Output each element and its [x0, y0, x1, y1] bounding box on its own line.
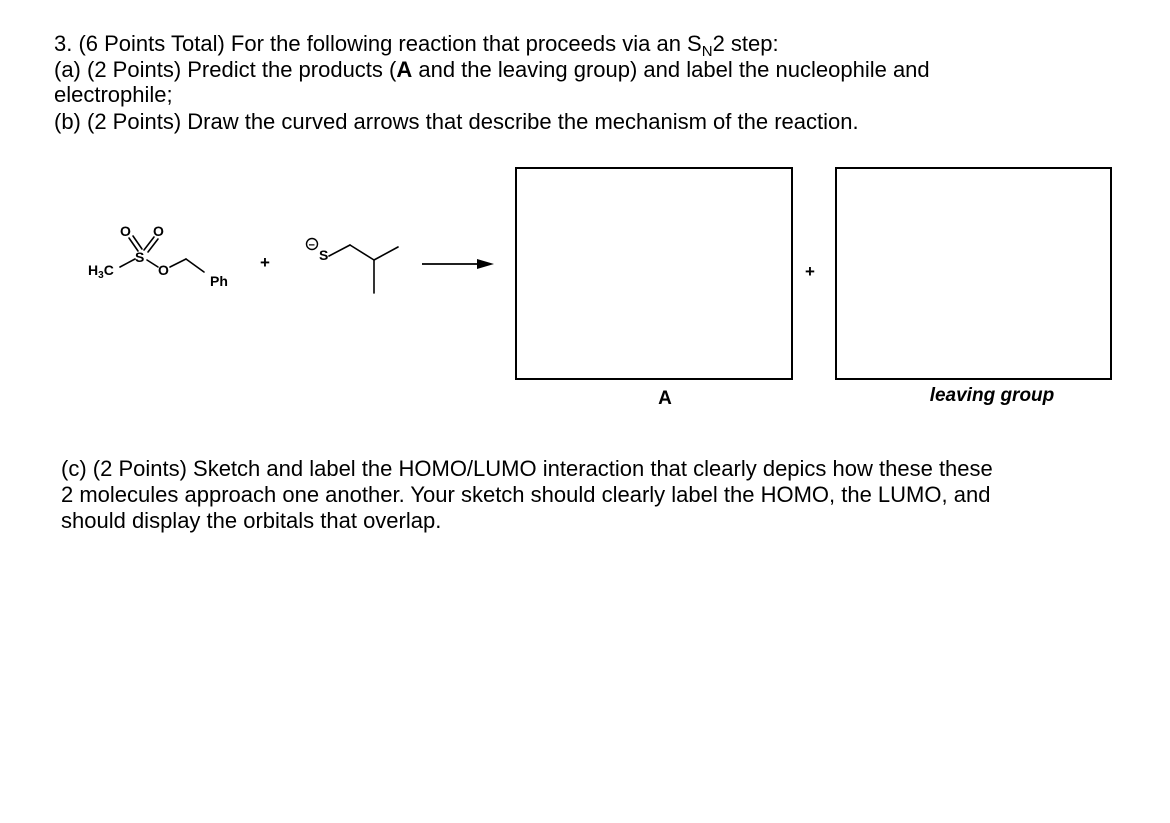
phenyl-label: Ph: [210, 273, 228, 289]
question-line-1-end: 2 step:: [712, 31, 779, 56]
part-c-line-1: (c) (2 Points) Sketch and label the HOMO/LUMO interaction that clearly depics how these these: [61, 456, 993, 481]
reaction-arrow-head: [477, 259, 494, 269]
sn2-subscript: N: [701, 43, 713, 60]
oxygen-bridge-label: O: [158, 262, 169, 278]
question-line-3: electrophile;: [54, 82, 173, 107]
bond-ch2-ph: [186, 259, 204, 272]
oxygen-top-left-label: O: [120, 223, 131, 239]
leaving-group-label: leaving group: [929, 385, 1055, 406]
part-c-line-2: 2 molecules approach one another. Your sketch should clearly label the HOMO, the LUMO, and: [61, 482, 991, 507]
negative-charge-symbol: −: [308, 239, 315, 252]
thiolate-sulfur-label: S: [319, 247, 329, 263]
product-a-bold: A: [396, 57, 413, 82]
question-line-4: (b) (2 Points) Draw the curved arrows that describe the mechanism of the reaction.: [54, 109, 859, 134]
product-plus-sign: +: [805, 262, 815, 281]
product-a-box[interactable]: [515, 167, 793, 380]
bond-ch2-ch: [350, 245, 374, 260]
bond-ch-ch3-right: [374, 247, 398, 260]
question-line-1-text: 3. (6 Points Total) For the following reaction that proceeds via an S: [54, 31, 702, 56]
methyl-label: $H_3C$: [88, 262, 114, 281]
sulfur-label: S: [135, 249, 145, 265]
leaving-group-box[interactable]: [835, 167, 1112, 380]
question-line-2-start: (a) (2 Points) Predict the products (: [54, 57, 397, 82]
question-line-2: [54, 57, 930, 83]
bond-s-ch2: [329, 245, 350, 256]
reaction-scheme: [80, 210, 520, 310]
bond-s-o-bridge: [147, 260, 158, 267]
question-line-2-end: and the leaving group) and label the nucleophile and: [412, 57, 930, 82]
bond-c-s: [120, 259, 135, 267]
bond-o-ch2: [170, 259, 186, 267]
oxygen-top-right-label: O: [153, 223, 164, 239]
part-c-line-3: should display the orbitals that overlap.: [61, 508, 442, 533]
reactant-plus-sign: +: [260, 253, 270, 272]
product-a-label: A: [658, 388, 672, 409]
question-line-1: [54, 31, 779, 60]
bond-s-o-right-b: [148, 239, 158, 252]
